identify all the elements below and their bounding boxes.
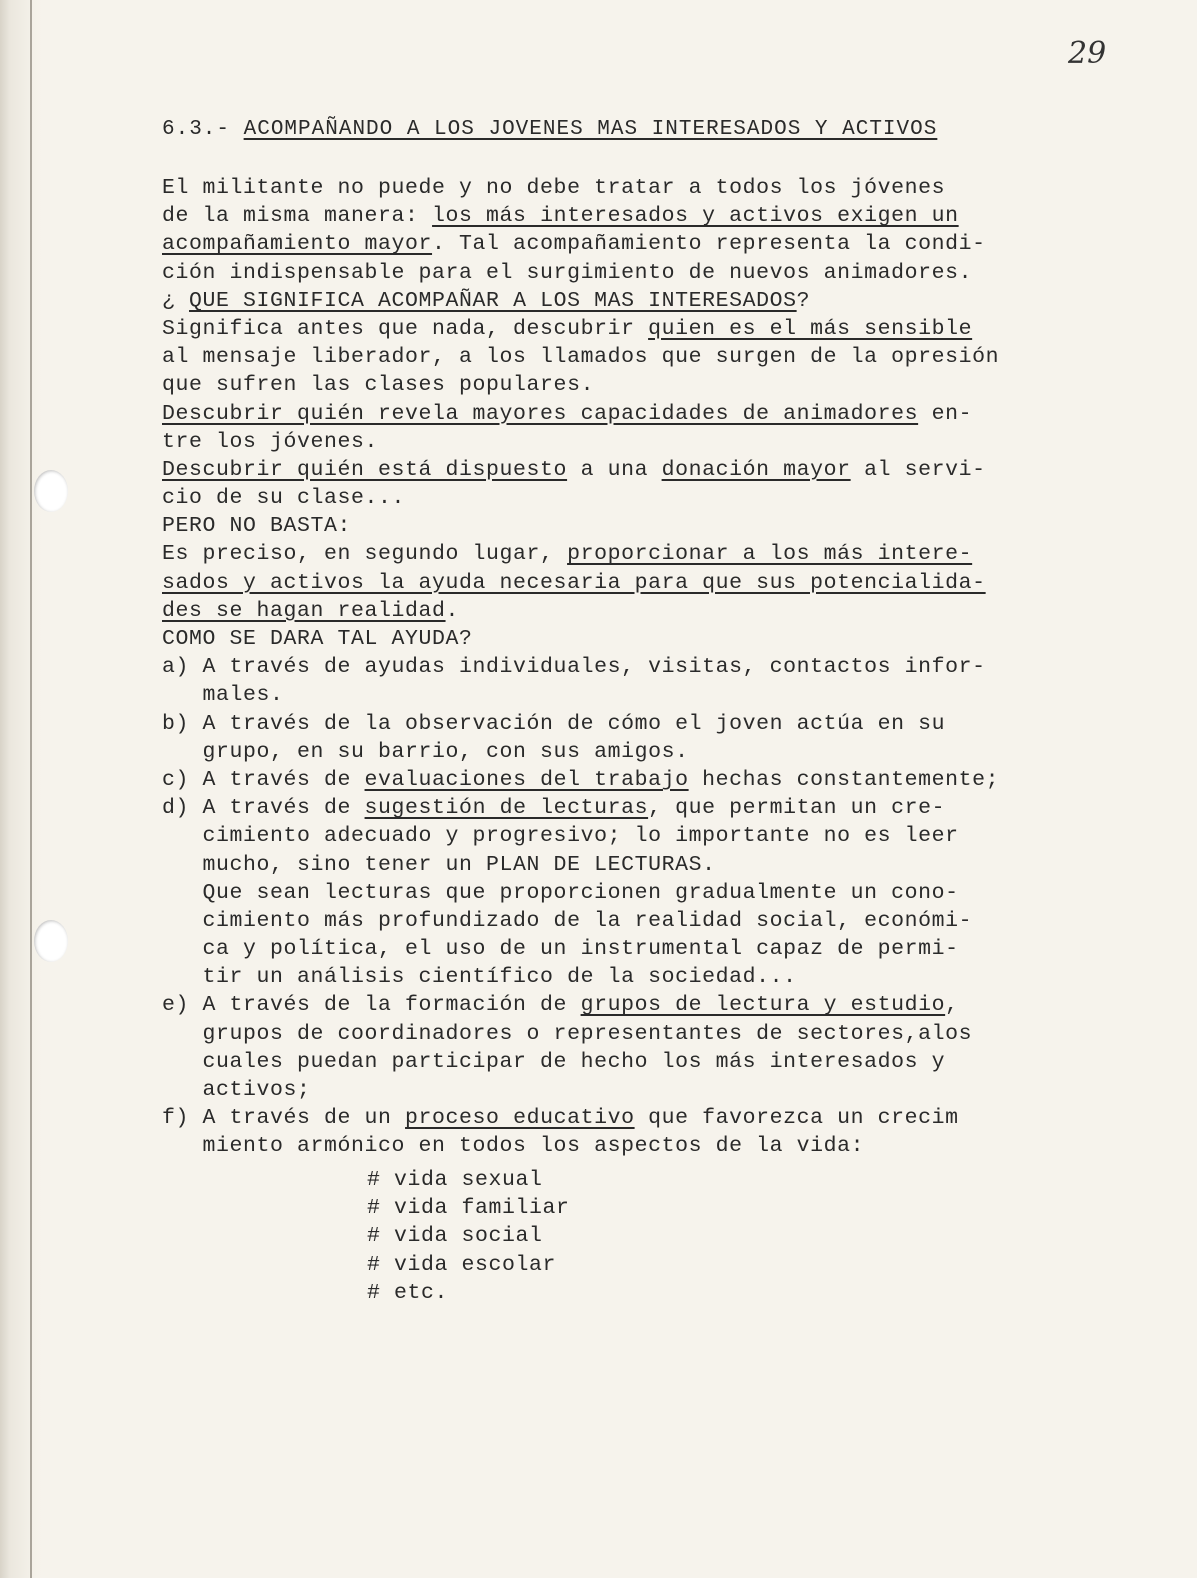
page-number: 29 xyxy=(1068,36,1107,71)
punch-hole-bottom xyxy=(34,920,68,962)
text-segment: PERO NO BASTA: xyxy=(162,514,352,539)
underlined-text: sugestión de lecturas xyxy=(364,796,649,821)
text-segment: que favorezca un crecim xyxy=(634,1106,959,1131)
list-item: # vida sexual xyxy=(367,1168,543,1192)
text-line xyxy=(162,710,1162,738)
underlined-text: sados y activos la ayuda necesaria para que sus potencialida- xyxy=(162,570,986,595)
text-segment: e) A través de la formación de xyxy=(162,993,581,1018)
text-line xyxy=(162,512,1162,540)
punch-hole-top xyxy=(34,470,68,512)
underlined-text: QUE SIGNIFICA ACOMPAÑAR A LOS MAS INTERESADOS xyxy=(189,288,797,313)
text-segment: a) A través de ayudas individuales, visitas, contactos infor- xyxy=(162,655,986,680)
text-segment: tre los jóvenes. xyxy=(162,429,379,454)
text-segment: d) A través de xyxy=(162,796,365,821)
text-segment: en- xyxy=(918,401,973,426)
underlined-text: des se hagan realidad xyxy=(162,598,446,623)
text-segment: males. xyxy=(162,683,284,708)
life-aspects-list xyxy=(162,1166,1162,1307)
underlined-text: donación mayor xyxy=(661,457,851,482)
text-segment: a una xyxy=(567,457,662,482)
text-segment: . xyxy=(445,598,460,623)
text-line xyxy=(162,1048,1162,1076)
text-line xyxy=(162,428,1162,456)
text-line xyxy=(162,230,1162,258)
text-line xyxy=(162,963,1162,991)
section-number: 6.3.- xyxy=(162,118,244,141)
text-line xyxy=(162,653,1162,681)
text-line xyxy=(162,907,1162,935)
text-line xyxy=(162,851,1162,879)
text-line xyxy=(162,174,1162,202)
text-segment: activos; xyxy=(162,1078,311,1102)
text-segment: grupo, en su barrio, con sus amigos. xyxy=(162,739,689,764)
text-line xyxy=(162,540,1162,568)
text-segment: al servi- xyxy=(850,457,986,482)
text-segment: f) A través de un xyxy=(162,1106,406,1131)
text-segment: mucho, sino tener un PLAN DE LECTURAS. xyxy=(162,852,716,877)
text-segment: , xyxy=(945,993,959,1018)
text-segment: cio de su clase... xyxy=(162,486,406,511)
text-segment: ¿ xyxy=(162,288,190,313)
text-segment: ? xyxy=(796,288,811,313)
underlined-text: los más interesados y activos exigen un xyxy=(432,204,959,229)
text-segment: Que sean lecturas que proporcionen gradualmente un cono- xyxy=(162,880,959,905)
underlined-text: grupos de lectura y estudio xyxy=(580,993,946,1018)
text-segment: . Tal acompañamiento representa la condi- xyxy=(432,232,986,257)
text-line xyxy=(162,597,1162,625)
underlined-text: Descubrir quién revela mayores capacidades de animadores xyxy=(162,401,919,426)
text-segment: ción indispensable para el surgimiento de nuevos animadores. xyxy=(162,260,973,285)
text-segment: al mensaje liberador, a los llamados que surgen de la opresión xyxy=(162,345,1000,370)
underlined-text: evaluaciones del trabajo xyxy=(364,767,689,792)
text-line xyxy=(162,935,1162,963)
text-line xyxy=(162,456,1162,484)
margin-line xyxy=(30,0,32,1578)
text-line xyxy=(162,315,1162,343)
page-binding-edge xyxy=(0,0,42,1578)
text-segment: b) A través de la observación de cómo el joven actúa en su xyxy=(162,711,946,736)
text-line xyxy=(162,879,1162,907)
text-line xyxy=(162,822,1162,850)
text-segment: COMO SE DARA TAL AYUDA? xyxy=(162,627,473,651)
text-segment: , que permitan un cre- xyxy=(648,796,946,821)
section-title: ACOMPAÑANDO A LOS JOVENES MAS INTERESADOS Y ACTIVOS xyxy=(243,118,938,141)
text-line xyxy=(162,400,1162,428)
text-line xyxy=(162,1132,1162,1160)
text-segment: cuales puedan participar de hecho los más interesados y xyxy=(162,1049,946,1074)
text-line xyxy=(162,287,1162,315)
text-line xyxy=(162,371,1162,399)
text-segment: c) A través de xyxy=(162,767,365,792)
text-line xyxy=(162,569,1162,597)
text-line xyxy=(162,202,1162,230)
text-segment: ca y política, el uso de un instrumental capaz de permi- xyxy=(162,937,959,962)
text-segment: tir un análisis científico de la sociedad... xyxy=(162,965,797,990)
underlined-text: acompañamiento mayor xyxy=(162,232,433,257)
body-text xyxy=(162,174,1162,1161)
text-segment: que sufren las clases populares. xyxy=(162,373,595,398)
text-segment: El militante no puede y no debe tratar a todos los jóvenes xyxy=(162,176,946,200)
text-segment: Significa antes que nada, descubrir xyxy=(162,316,649,341)
text-line xyxy=(162,259,1162,287)
text-segment: de la misma manera: xyxy=(162,204,433,229)
underlined-text: quien es el más sensible xyxy=(648,316,973,341)
text-line xyxy=(162,738,1162,766)
underlined-text: proceso educativo xyxy=(405,1106,635,1131)
text-line xyxy=(162,991,1162,1019)
list-item: # vida social xyxy=(367,1224,543,1249)
text-line xyxy=(162,681,1162,709)
text-segment: miento armónico en todos los aspectos de la vida: xyxy=(162,1134,865,1159)
text-segment: hechas constantemente; xyxy=(688,767,1000,792)
text-line xyxy=(162,343,1162,371)
text-line xyxy=(162,1020,1162,1048)
list-item: # vida familiar xyxy=(367,1196,570,1221)
text-segment: cimiento más profundizado de la realidad social, económi- xyxy=(162,908,973,933)
text-segment: grupos de coordinadores o representantes de sectores,alos xyxy=(162,1021,973,1046)
text-line xyxy=(162,484,1162,512)
text-line xyxy=(162,794,1162,822)
list-item: # etc. xyxy=(367,1280,449,1305)
text-segment: Es preciso, en segundo lugar, xyxy=(162,542,568,567)
text-line xyxy=(162,1076,1162,1104)
text-line xyxy=(162,1104,1162,1132)
underlined-text: Descubrir quién está dispuesto xyxy=(162,457,568,482)
text-line xyxy=(162,766,1162,794)
section-heading xyxy=(162,118,937,141)
list-item: # vida escolar xyxy=(367,1252,557,1277)
text-segment: cimiento adecuado y progresivo; lo importante no es leer xyxy=(162,824,959,849)
underlined-text: proporcionar a los más intere- xyxy=(567,542,973,567)
text-line xyxy=(162,625,1162,653)
